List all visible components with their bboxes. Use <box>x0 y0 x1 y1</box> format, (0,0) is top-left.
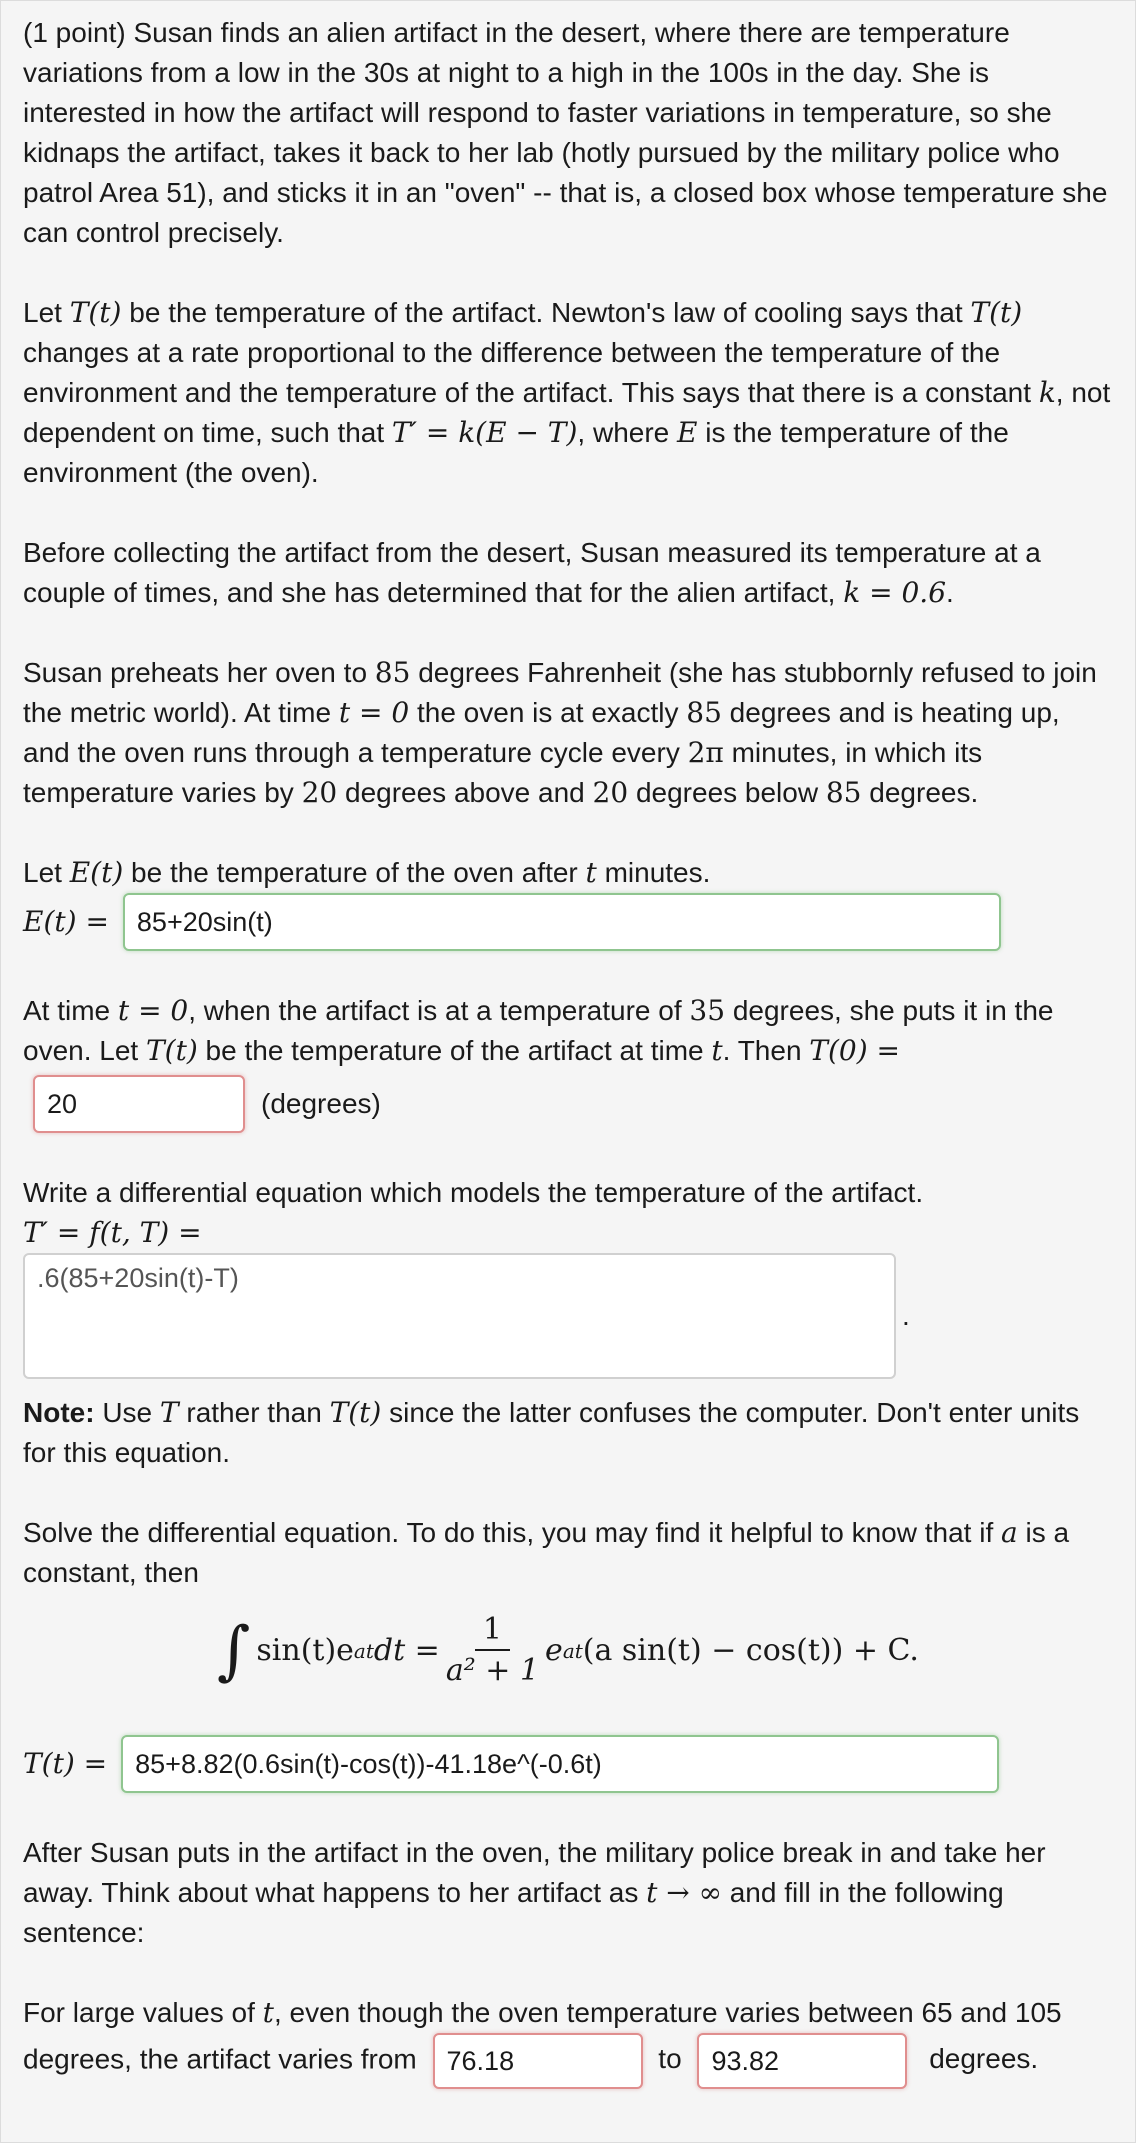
newton-paragraph: Let T(t) be the temperature of the artifact. Newton's law of cooling says that T(t) changes at a rate proportional to the difference between the temperature of the environment and the temperature of the artifact. This says that there is a constant k, not dependent on time, such that T′ = k(E − T), where E is the temperature of the environment (the oven). <box>23 296 1111 488</box>
final-sentence: For large values of t, even though the oven temperature varies between 65 and 105 degrees, the artifact varies from 76.18 to 93.82 degrees. <box>23 1993 1113 2089</box>
differential-equation-answer-textarea[interactable] <box>23 1253 896 1379</box>
question-differential-equation <box>23 1173 1113 1379</box>
solution-answer-input[interactable] <box>121 1735 999 1793</box>
differential-equation-label: T′ = f(t, T) = <box>23 1216 202 1249</box>
question-initial-prompt: At time t = 0, when the artifact is at a temperature of 35 degrees, she puts it in the oven. Let T(t) be the temperature of the artifact at time t. Then T(0) = <box>23 994 1054 1067</box>
intro-paragraph: (1 point) Susan finds an alien artifact in the desert, where there are temperature variations from a low in the 30s at night to a high in the 100s in the day. She is interested in how the artifact will respond to faster variations in temperature, so she kidnaps the artifact, takes it back to her lab (hotly pursued by the military police who patrol Area 51), and sticks it in an "oven" -- that is, a closed box whose temperature she can control precisely. <box>23 17 1108 248</box>
differential-equation-trailing-period: . <box>902 1300 910 1331</box>
question-solution <box>23 1735 1113 1793</box>
initial-temp-units: (degrees) <box>261 1088 381 1119</box>
question-oven-temp <box>23 853 1113 951</box>
solution-label: T(t) = <box>23 1747 108 1780</box>
oven-temp-label: E(t) = <box>23 905 109 938</box>
solve-prompt: Solve the differential equation. To do this, you may find it helpful to know that if a is a constant, then <box>23 1516 1070 1588</box>
oven-paragraph: Susan preheats her oven to 85 degrees Fahrenheit (she has stubbornly refused to join the metric world). At time t = 0 the oven is at exactly 85 degrees and is heating up, and the oven runs through a temperature cycle every 2π minutes, in which its temperature varies by 20 degrees above and 20 degrees below 85 degrees. <box>23 656 1097 809</box>
question-initial-temp <box>23 991 1113 1133</box>
question-final <box>23 1993 1113 2089</box>
final-high-answer-input[interactable] <box>697 2033 907 2089</box>
note-paragraph: Note: Use T rather than T(t) since the latter confuses the computer. Don't enter units for this equation. <box>23 1396 1080 1468</box>
police-paragraph: After Susan puts in the artifact in the oven, the military police break in and take her away. Think about what happens to her artifact as t → ∞ and fill in the following sentence: <box>23 1837 1046 1948</box>
integral-formula: ∫ sin(t)e at dt = $\frac{1}{\text{a² + 1}}$ e at (a sin(t) − cos(t)) + C. <box>217 1612 919 1688</box>
measure-paragraph: Before collecting the artifact from the desert, Susan measured its temperature at a couple of times, and she has determined that for the alien artifact, k = 0.6. <box>23 537 1041 609</box>
oven-temp-answer-input[interactable] <box>123 893 1001 951</box>
final-low-answer-input[interactable] <box>433 2033 643 2089</box>
question-solve <box>23 1513 1113 1691</box>
question-oven-prompt: Let E(t) be the temperature of the oven after t minutes. <box>23 856 711 889</box>
differential-equation-prompt: Write a differential equation which models the temperature of the artifact. <box>23 1177 924 1208</box>
initial-temp-answer-input[interactable] <box>33 1075 245 1133</box>
